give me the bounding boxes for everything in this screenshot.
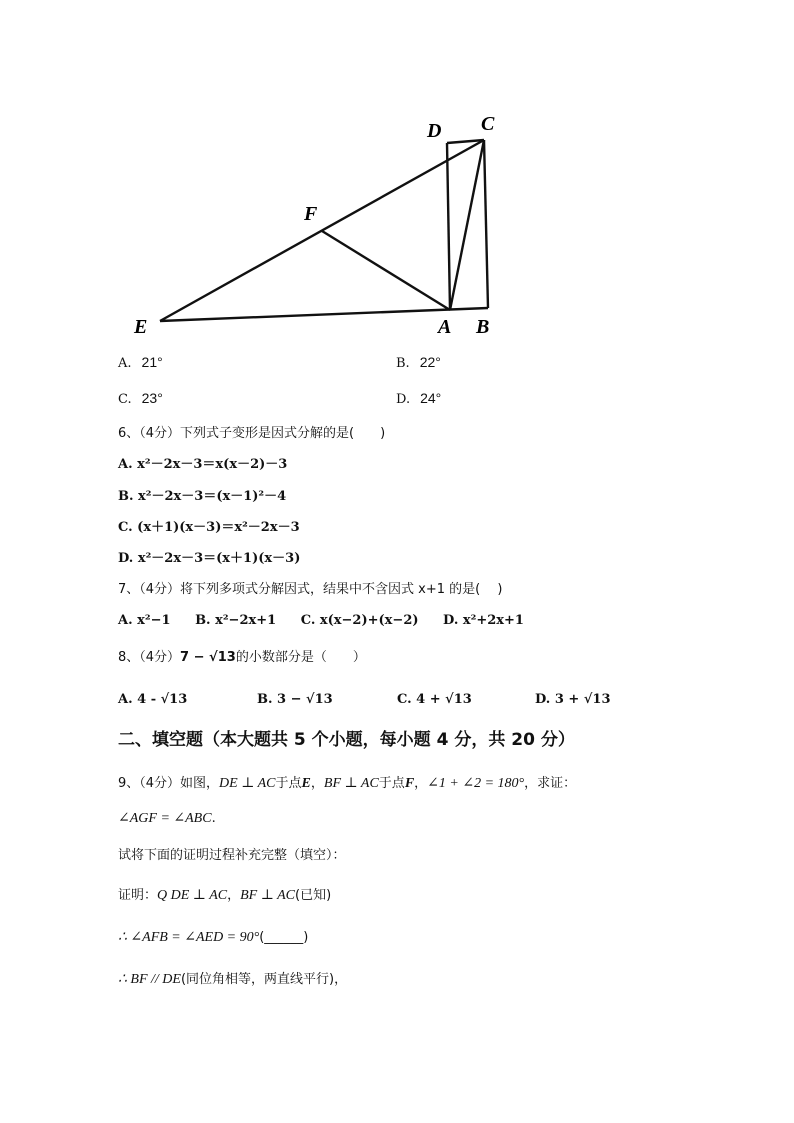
label-f: F bbox=[304, 203, 318, 225]
q9-stem: 9、（4分）如图，DE ⊥ AC于点E，BF ⊥ AC于点F，∠1 + ∠2 = 180°，求证： bbox=[118, 776, 577, 791]
q9-blank-1[interactable]: (______) bbox=[259, 930, 309, 945]
q8-stem: 8、（4分）7 − √13的小数部分是（ ） bbox=[118, 650, 366, 665]
q9-proof-line-3: ∴ BF // DE(同位角相等，两直线平行)， bbox=[118, 972, 348, 987]
q7-stem: 7、（4分）将下列多项式分解因式，结果中不含因式 x+1 的是( ) bbox=[118, 582, 503, 597]
q8-option-d[interactable]: D. 3 + √13 bbox=[535, 692, 611, 707]
q5-option-d[interactable]: D. 24° bbox=[396, 390, 442, 407]
line-f-a bbox=[322, 231, 450, 310]
q8-option-a[interactable]: A. 4 - √13 bbox=[118, 692, 188, 707]
q7-option-d[interactable]: D. x²+2x+1 bbox=[443, 613, 524, 628]
label-d: D bbox=[427, 120, 442, 142]
line-c-b bbox=[484, 140, 488, 308]
q9-instruction: 试将下面的证明过程补充完整（填空）： bbox=[118, 848, 346, 863]
q7-option-c[interactable]: C. x(x−2)+(x−2) bbox=[300, 613, 419, 628]
q6-stem: 6、（4分）下列式子变形是因式分解的是( ) bbox=[118, 426, 386, 441]
q8-option-c[interactable]: C. 4 + √13 bbox=[397, 692, 472, 707]
q6-option-b[interactable]: B. x²－2x－3＝(x－1)²－4 bbox=[118, 489, 287, 504]
geometry-figure bbox=[0, 0, 794, 345]
q6-option-c[interactable]: C. (x＋1)(x－3)＝x²－2x－3 bbox=[118, 520, 300, 535]
q6-option-d[interactable]: D. x²－2x－3＝(x＋1)(x－3) bbox=[118, 551, 301, 566]
line-d-a bbox=[447, 143, 450, 310]
q5-option-b[interactable]: B. 22° bbox=[396, 354, 441, 371]
q5-option-c[interactable]: C. 23° bbox=[118, 390, 163, 407]
q5-option-a[interactable]: A. 21° bbox=[118, 354, 163, 371]
q9-to-prove: ∠AGF = ∠ABC. bbox=[118, 811, 216, 826]
q8-option-b[interactable]: B. 3 − √13 bbox=[257, 692, 333, 707]
label-c: C bbox=[481, 113, 495, 135]
line-e-c bbox=[160, 140, 484, 321]
q8-expression: 7 − √13 bbox=[180, 650, 236, 665]
q6-option-a[interactable]: A. x²－2x－3＝x(x－2)－3 bbox=[118, 457, 288, 472]
q9-proof-line-1: 证明：Q DE ⊥ AC，BF ⊥ AC(已知) bbox=[118, 888, 332, 903]
label-e: E bbox=[134, 316, 148, 338]
line-a-c bbox=[450, 140, 484, 310]
q7-options bbox=[118, 611, 524, 631]
label-a: A bbox=[438, 316, 452, 338]
q7-option-b[interactable]: B. x²−2x+1 bbox=[195, 613, 277, 628]
section-2-title: 二、填空题（本大题共 5 个小题，每小题 4 分，共 20 分） bbox=[118, 730, 575, 750]
q7-option-a[interactable]: A. x²−1 bbox=[118, 613, 171, 628]
label-b: B bbox=[476, 316, 490, 338]
q9-proof-line-2: ∴ ∠AFB = ∠AED = 90°(______) bbox=[118, 930, 309, 945]
